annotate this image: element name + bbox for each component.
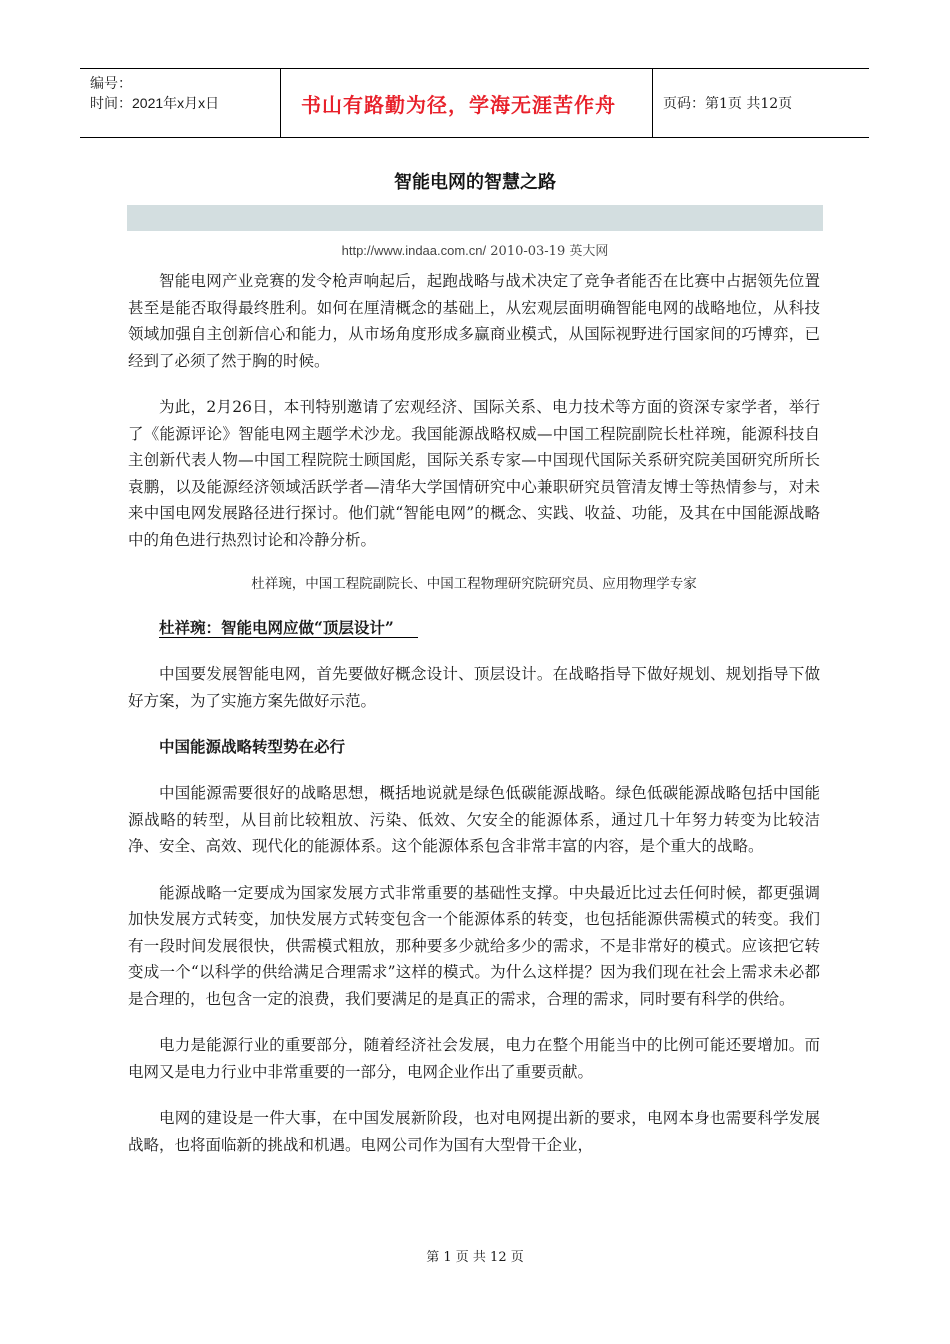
paragraph: 智能电网产业竞赛的发令枪声响起后，起跑战略与战术决定了竞争者能否在比赛中占据领先位置甚至是能否取得最终胜利。如何在厘清概念的基础上，从宏观层面明确智能电网的战略地位，从科技领域加强自主创新信心和能力，从市场角度形成多赢商业模式，从国际视野进行国家间的巧博弈，已经到了必须了然于胸的时候。 [128,272,820,370]
source-url[interactable]: http://www.indaa.com.cn/ [341,243,487,258]
paragraph: 为此，2月26日，本刊特别邀请了宏观经济、国际关系、电力技术等方面的资深专家学者，举行了《能源评论》智能电网主题学术沙龙。我国能源战略权威—中国工程院副院长杜祥琬，能源科技自主创新代表人物—中国工程院院士顾国彪，国际关系专家—中国现代国际关系研究院美国研究所所长袁鹏，以及能源经济领域活跃学者—清华大学国情研究中心兼职研究员管清友博士等热情参与，对未来中国电网发展路径进行探讨。他们就“智能电网”的概念、实践、收益、功能，及其在中国能源战略中的角色进行热烈讨论和冷静分析。 [128,398,820,549]
header-motto-cell [281,69,653,137]
article-body [128,268,820,1178]
article-source [0,240,950,259]
paragraph: 电网的建设是一件大事，在中国发展新阶段，也对电网提出新的要求，电网本身也需要科学发展战略，也将面临新的挑战和机遇。电网公司作为国有大型骨干企业， [128,1109,820,1154]
photo-caption: 杜祥琬，中国工程院副院长、中国工程物理研究院研究员、应用物理学专家 [251,576,697,592]
document-time-label: 时间：2021年x月x日 [90,95,220,111]
header-table [80,68,869,138]
document-number-label: 编号： [90,75,132,91]
header-page-cell [653,69,869,137]
source-date-site: 2010-03-19 英大网 [486,244,609,259]
section-heading-text: 杜祥琬：智能电网应做“顶层设计” [159,618,418,638]
header-page-label: 页码：第1页 共12页 [663,96,793,112]
paragraph: 能源战略一定要成为国家发展方式非常重要的基础性支撑。中央最近比过去任何时候，都更强调加快发展方式转变，加快发展方式转变包含一个能源体系的转变，也包括能源供需模式的转变。我们有一段时间发展很快，供需模式粗放，那种要多少就给多少的需求，不是非常好的模式。应该把它转变成一个“以科学的供给满足合理需求”这样的模式。为什么这样提？因为我们现在社会上需求未必都是合理的，也包含一定的浪费，我们要满足的是真正的需求，合理的需求，同时要有科学的供给。 [128,883,820,1008]
subsection-heading: 中国能源战略转型势在必行 [159,737,346,756]
paragraph: 中国能源需要很好的战略思想，概括地说就是绿色低碳能源战略。绿色低碳能源战略包括中国能源战略的转型，从目前比较粗放、污染、低效、欠安全的能源体系，通过几十年努力转变为比较洁净、安全、高效、现代化的能源体系。这个能源体系包含非常丰富的内容，是个重大的战略。 [128,784,820,855]
header-left-cell [80,69,281,137]
header-motto: 书山有路勤为径，学海无涯苦作舟 [301,92,616,117]
paragraph: 电力是能源行业的重要部分，随着经济社会发展，电力在整个用能当中的比例可能还要增加。而电网又是电力行业中非常重要的一部分，电网企业作出了重要贡献。 [128,1036,820,1081]
article-title: 智能电网的智慧之路 [394,172,556,193]
page-footer: 第 1 页 共 12 页 [426,1250,524,1265]
section-heading [128,615,820,641]
title-bar [127,205,823,231]
paragraph: 中国要发展智能电网，首先要做好概念设计、顶层设计。在战略指导下做好规划、规划指导下做好方案，为了实施方案先做好示范。 [128,665,820,710]
